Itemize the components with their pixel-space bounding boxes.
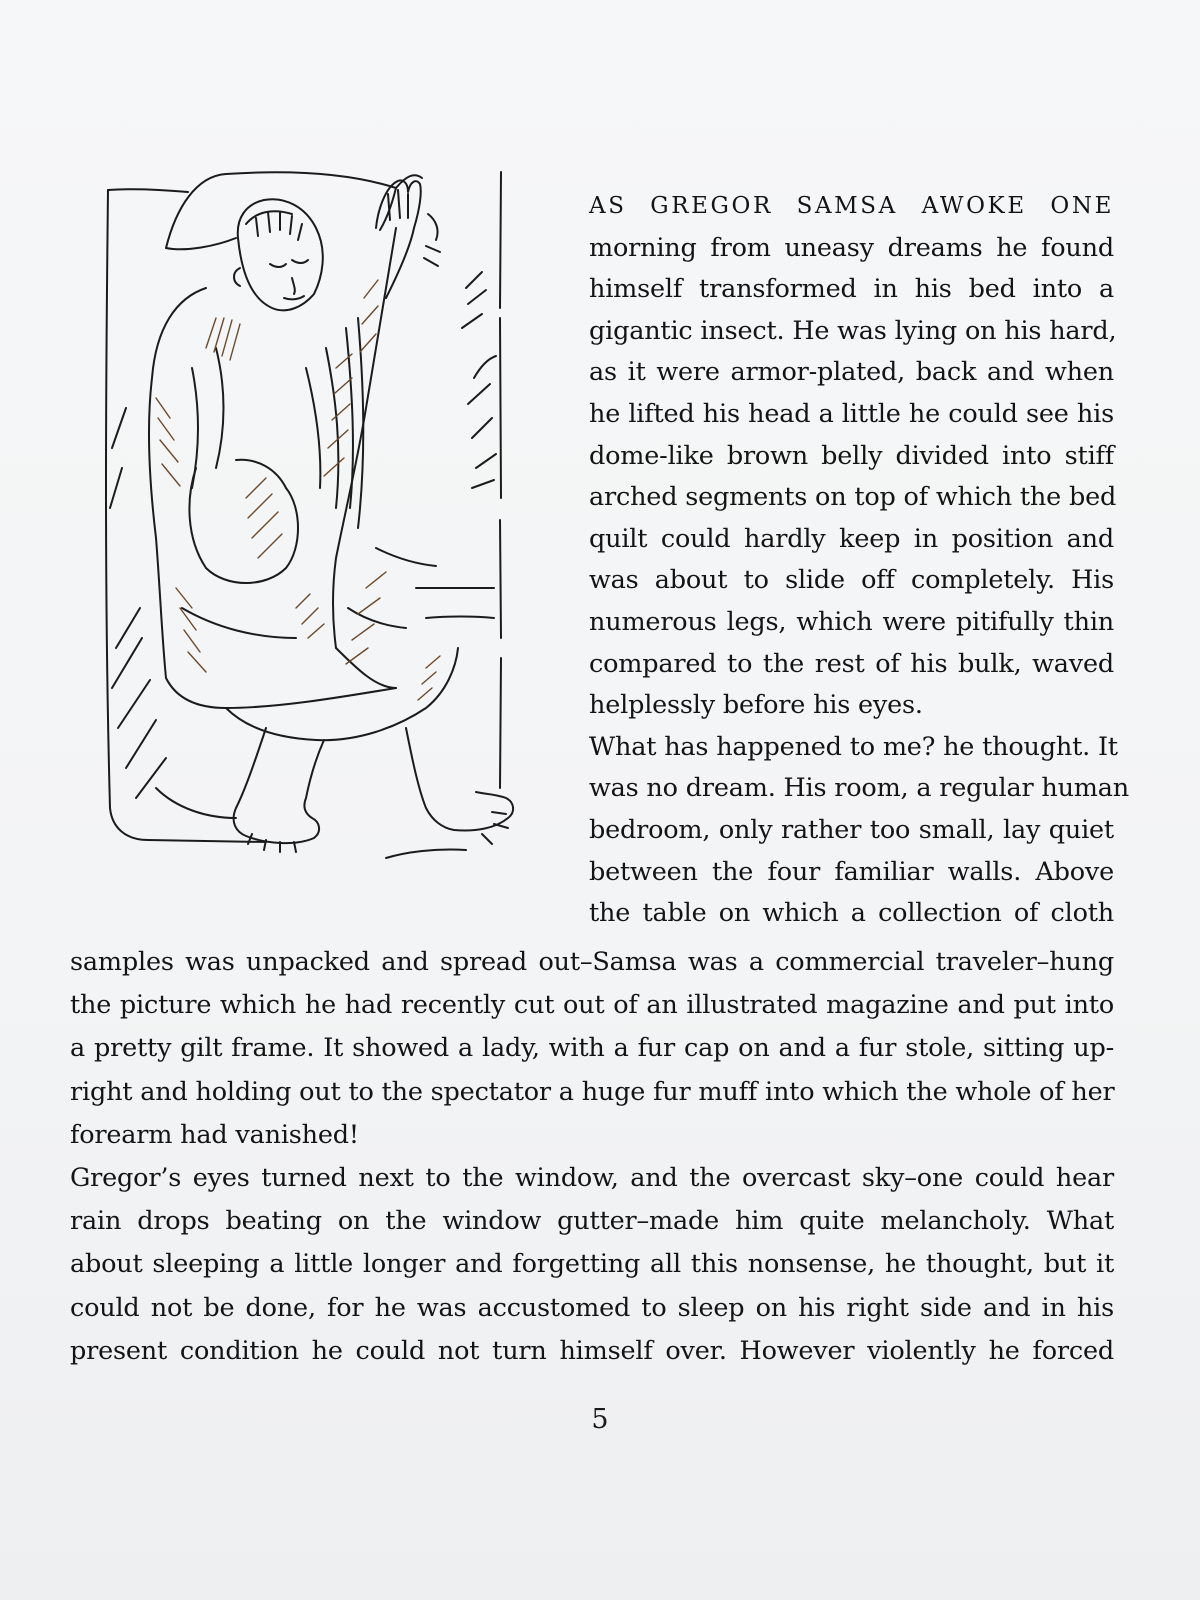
text-line: between the four familiar walls. Above — [589, 856, 1114, 887]
text-line: compared to the rest of his bulk, waved — [589, 648, 1114, 679]
opening-paragraph-column — [589, 186, 1130, 935]
text-line: quilt could hardly keep in position and — [589, 523, 1114, 554]
opening-small-caps-line: AS GREGOR SAMSA AWOKE ONE — [589, 193, 1114, 219]
text-line: numerous legs, which were pitifully thin — [589, 606, 1114, 637]
text-line: the picture which he had recently cut out of an illustrated magazine and put into — [70, 990, 1114, 1021]
text-line: about sleeping a little longer and forgetting all this nonsense, he thought, but it — [70, 1249, 1114, 1280]
gregor-in-bed-illustration — [96, 168, 546, 908]
text-line: gigantic insect. He was lying on his hard, — [589, 315, 1117, 346]
full-width-text — [70, 941, 1114, 1373]
text-line: could not be done, for he was accustomed to sleep on his right side and in his — [70, 1292, 1114, 1323]
text-line: he lifted his head a little he could see his — [589, 398, 1114, 429]
text-line: right and holding out to the spectator a huge fur muff into which the whole of her — [70, 1076, 1115, 1107]
text-line: was no dream. His room, a regular human — [589, 773, 1130, 804]
text-line: samples was unpacked and spread out–Samsa was a commercial traveler–hung — [70, 947, 1114, 977]
text-line: bedroom, only rather too small, lay quiet — [589, 814, 1114, 845]
text-line: morning from uneasy dreams he found — [589, 232, 1114, 263]
text-line: himself transformed in his bed into a — [589, 274, 1114, 305]
text-line: the table on which a collection of cloth — [589, 898, 1114, 929]
text-line: Gregor’s eyes turned next to the window, and the overcast sky–one could hear — [70, 1162, 1114, 1193]
text-line: forearm had vanished! — [70, 1119, 359, 1150]
text-line: a pretty gilt frame. It showed a lady, with a fur cap on and a fur stole, sitting up- — [70, 1033, 1114, 1064]
text-line: as it were armor-plated, back and when — [589, 357, 1114, 388]
text-line: What has happened to me? he thought. It — [589, 731, 1118, 762]
text-line: rain drops beating on the window gutter–made him quite melancholy. What — [70, 1206, 1114, 1237]
text-line: dome-like brown belly divided into stiff — [589, 440, 1114, 471]
text-line: present condition he could not turn himself over. However violently he forced — [70, 1335, 1114, 1366]
text-line: arched segments on top of which the bed — [589, 482, 1117, 513]
text-line: helplessly before his eyes. — [589, 690, 923, 721]
text-line: was about to slide off completely. His — [589, 565, 1114, 596]
page-number: 5 — [591, 1404, 609, 1435]
